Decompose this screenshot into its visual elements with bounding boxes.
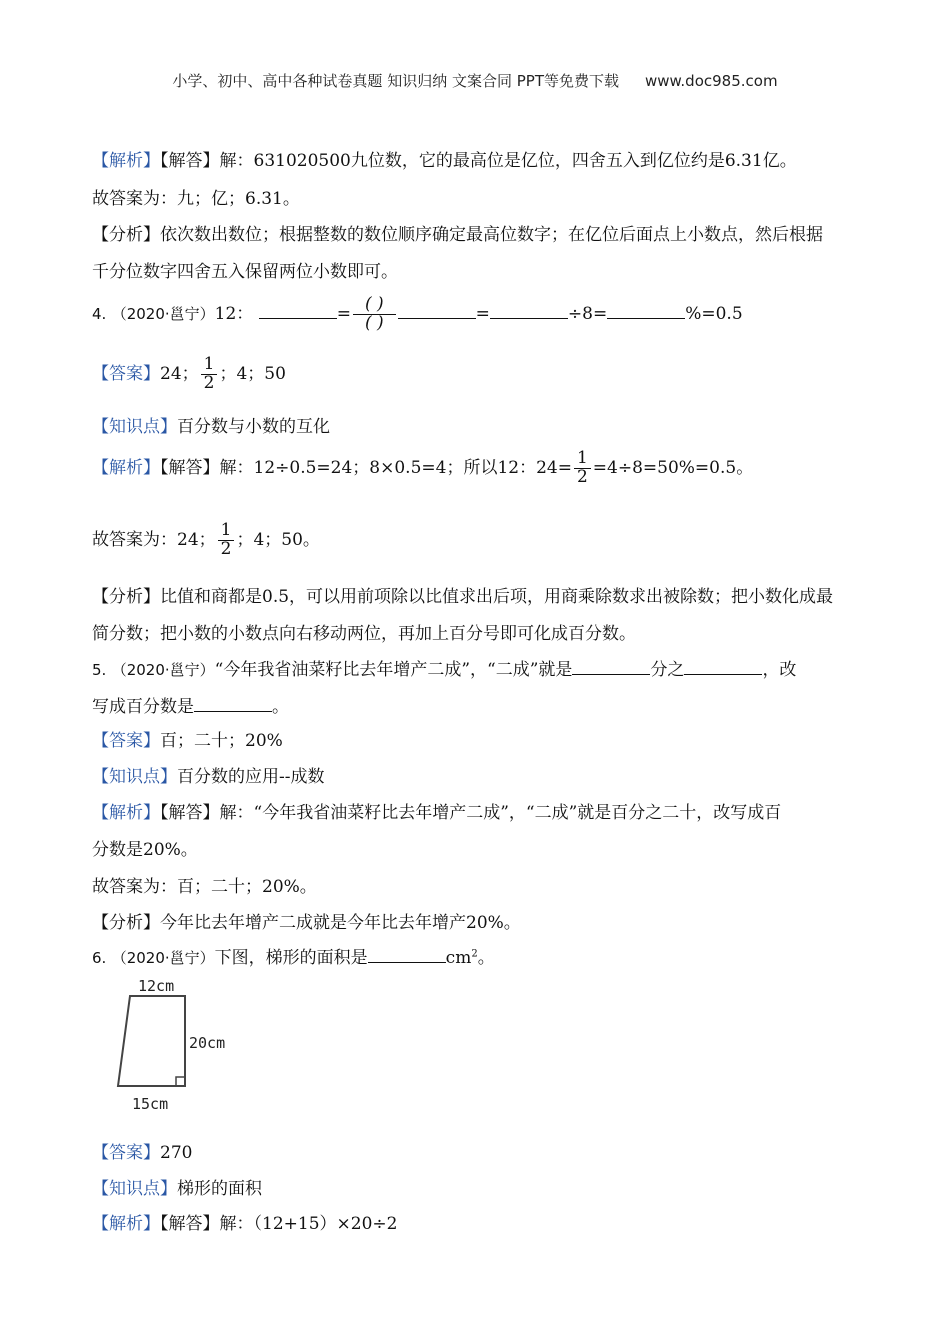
q5-stem-d: 写成百分数是	[92, 697, 194, 717]
q4-pct-end: %=0.5	[685, 303, 743, 324]
q4-final-frac-den: 2	[220, 538, 232, 559]
q5-stem-b: 分之	[650, 660, 685, 680]
q5-jiexi-line-1	[92, 798, 781, 823]
tag-fenxi: 【分析】	[92, 587, 160, 607]
tag-daan: 【答案】	[92, 731, 160, 751]
header-text: 小学、初中、高中各种试卷真题 知识归纳 文案合同 PPT等免费下载	[172, 72, 619, 90]
q5-stem-line-1	[92, 655, 796, 680]
q4-jiexi-frac-num: 1	[574, 450, 591, 469]
q4-answer-line	[92, 356, 286, 393]
tag-jiexi: 【解析】	[92, 803, 160, 823]
q4-answer-a: 24；	[160, 363, 199, 384]
q5-blank-1	[572, 659, 650, 675]
q4-final-b: ；4；50。	[236, 529, 320, 550]
q6-number: 6.	[92, 949, 107, 967]
q4-final-frac-num: 1	[218, 522, 235, 541]
tag-zhishidian: 【知识点】	[92, 417, 177, 437]
q6-unit-sup: 2	[471, 948, 478, 960]
tag-daan: 【答案】	[92, 1143, 160, 1163]
q4-final-a: 故答案为：24；	[92, 529, 216, 550]
q5-blank-2	[684, 659, 762, 675]
q4-analysis-line-2: 简分数；把小数的小数点向右移动两位，再加上百分号即可化成百分数。	[92, 624, 636, 644]
q4-paren-num: ( )	[353, 296, 396, 315]
fig-bottom-label: 15cm	[132, 1095, 169, 1113]
q5-knowledge-line	[92, 762, 325, 787]
q6-stem-line	[92, 943, 495, 968]
q4-frac-num: 1	[201, 356, 218, 375]
prev-analysis-1: 依次数出数位；根据整数的数位顺序确定最高位数字；在亿位后面点上小数点，然后根据	[160, 225, 823, 245]
q5-stem-line-2	[92, 692, 289, 717]
tag-jiexi: 【解析】	[92, 151, 160, 171]
tag-daan: 【答案】	[92, 363, 160, 384]
tag-jieda: 【解答】	[160, 457, 220, 478]
tag-jieda: 【解答】	[160, 151, 220, 171]
q5-jiexi-1: 解：“今年我省油菜籽比去年增产二成”，“二成”就是百分之二十，改写成百	[219, 803, 782, 823]
q6-source: （2020·邕宁）	[111, 949, 215, 967]
q6-jiexi-line	[92, 1209, 397, 1234]
q4-jiexi-frac-den: 2	[576, 466, 588, 487]
q4-jiexi-fraction	[574, 450, 591, 487]
q4-eq-2: =	[475, 303, 490, 324]
header-url[interactable]: www.doc985.com	[644, 72, 778, 90]
tag-jieda: 【解答】	[160, 803, 220, 823]
q5-knowledge: 百分数的应用--成数	[177, 767, 325, 787]
q6-stem-end: 。	[477, 948, 495, 968]
q4-knowledge: 百分数与小数的互化	[177, 417, 330, 437]
q4-jiexi-a: 解：12÷0.5=24；8×0.5=4；所以12：24=	[219, 457, 572, 478]
q4-paren-den: ( )	[364, 312, 384, 333]
q5-jiexi-line-2: 分数是20%。	[92, 840, 198, 860]
q4-number: 4.	[92, 304, 107, 323]
q4-analysis-line-1	[92, 582, 833, 607]
q5-stem-a: “今年我省油菜籽比去年增产二成”，“二成”就是	[214, 660, 573, 680]
q4-blank-2	[398, 303, 476, 319]
trapezoid-shape	[118, 996, 185, 1086]
q6-blank	[368, 947, 446, 963]
q6-stem-a: 下图，梯形的面积是	[214, 948, 368, 968]
trapezoid-svg	[110, 976, 240, 1116]
fig-height-label: 20cm	[189, 1034, 226, 1052]
q5-number: 5.	[92, 661, 107, 679]
right-angle-mark	[176, 1077, 185, 1086]
fig-top-label: 12cm	[138, 977, 175, 995]
q4-stem	[92, 296, 743, 333]
prev-jiexi-text: 解：631020500九位数，它的最高位是亿位，四舍五入到亿位约是6.31亿。	[219, 151, 797, 171]
page-header	[0, 70, 950, 91]
tag-fenxi: 【分析】	[92, 225, 160, 245]
prev-analysis-line-2: 千分位数字四舍五入保留两位小数即可。	[92, 262, 398, 282]
tag-zhishidian: 【知识点】	[92, 1179, 177, 1199]
prev-answer-line: 故答案为：九；亿；6.31。	[92, 189, 300, 209]
q5-answer-line	[92, 726, 283, 751]
q5-blank-3	[194, 696, 272, 712]
q6-unit: cm	[445, 948, 472, 968]
q6-answer: 270	[160, 1143, 193, 1163]
q4-blank-3	[490, 303, 568, 319]
q6-knowledge: 梯形的面积	[177, 1179, 262, 1199]
q4-source: （2020·邕宁）	[111, 304, 215, 323]
q4-blank-1	[259, 303, 337, 319]
q4-jiexi-line	[92, 450, 753, 487]
q4-eq-1: =	[336, 303, 351, 324]
q6-answer-line	[92, 1138, 192, 1163]
q5-stem-e: 。	[272, 697, 289, 717]
q4-analysis-1: 比值和商都是0.5，可以用前项除以比值求出后项，用商乘除数求出被除数；把小数化成最	[160, 587, 834, 607]
prev-jiexi-line	[92, 146, 797, 171]
q5-final-line: 故答案为：百；二十；20%。	[92, 877, 317, 897]
tag-jieda: 【解答】	[160, 1214, 220, 1234]
q5-source: （2020·邕宁）	[111, 661, 215, 679]
q4-div8: ÷8=	[567, 303, 608, 324]
q4-blank-4	[607, 303, 685, 319]
prev-analysis-line-1	[92, 220, 823, 245]
q4-final-fraction	[218, 522, 235, 559]
q4-answer-fraction	[201, 356, 218, 393]
tag-fenxi: 【分析】	[92, 913, 160, 933]
q4-stem-start: 12：	[214, 303, 254, 324]
q5-stem-c: ，改	[762, 660, 797, 680]
q5-analysis: 今年比去年增产二成就是今年比去年增产20%。	[160, 913, 521, 933]
q4-paren-fraction	[353, 296, 396, 333]
q4-knowledge-line	[92, 412, 330, 437]
q6-jiexi: 解：（12+15）×20÷2	[219, 1214, 398, 1234]
tag-jiexi: 【解析】	[92, 1214, 160, 1234]
q4-jiexi-b: =4÷8=50%=0.5。	[592, 457, 754, 478]
q4-answer-b: ；4；50	[219, 363, 286, 384]
trapezoid-figure	[110, 976, 240, 1116]
q4-frac-den: 2	[203, 372, 215, 393]
tag-jiexi: 【解析】	[92, 457, 160, 478]
q4-final-line	[92, 522, 320, 559]
q5-analysis-line	[92, 908, 521, 933]
tag-zhishidian: 【知识点】	[92, 767, 177, 787]
q6-knowledge-line	[92, 1174, 262, 1199]
q5-answer: 百；二十；20%	[160, 731, 283, 751]
